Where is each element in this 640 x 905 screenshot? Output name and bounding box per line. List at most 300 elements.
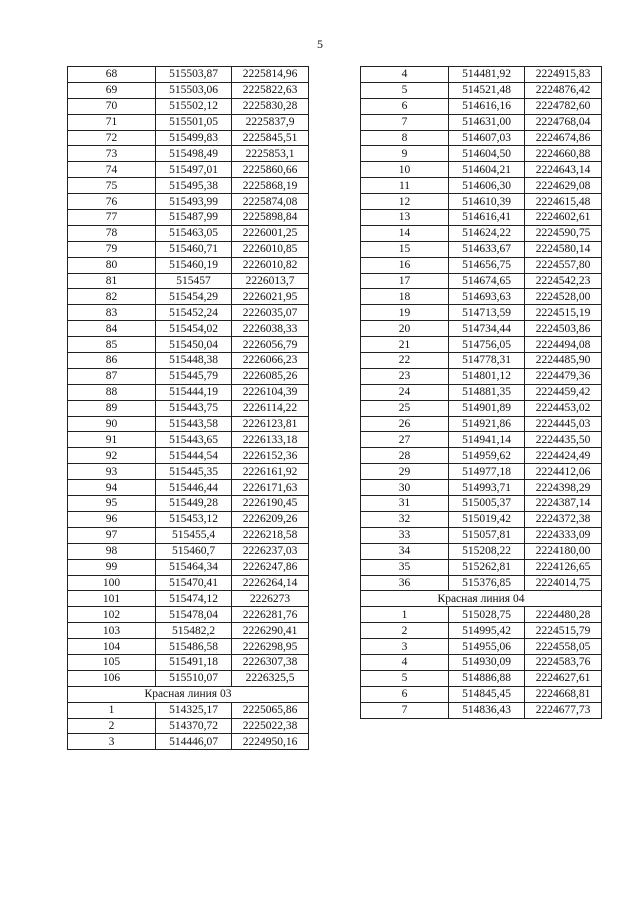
point-number-cell: 25 bbox=[361, 400, 449, 416]
x-coordinate-cell: 514521,48 bbox=[449, 82, 525, 98]
point-number-cell: 31 bbox=[361, 496, 449, 512]
table-row bbox=[68, 162, 309, 178]
table-row bbox=[361, 654, 602, 670]
y-coordinate-cell: 2225874,08 bbox=[232, 194, 309, 210]
y-coordinate-cell: 2224615,48 bbox=[525, 194, 602, 210]
x-coordinate-cell: 514370,72 bbox=[156, 718, 232, 734]
x-coordinate-cell: 515501,05 bbox=[156, 114, 232, 130]
table-row bbox=[361, 559, 602, 575]
table-row bbox=[361, 623, 602, 639]
x-coordinate-cell: 514845,45 bbox=[449, 686, 525, 702]
y-coordinate-cell: 2226066,23 bbox=[232, 353, 309, 369]
y-coordinate-cell: 2226056,79 bbox=[232, 337, 309, 353]
table-row bbox=[68, 321, 309, 337]
point-number-cell: 103 bbox=[68, 623, 156, 639]
table-row bbox=[361, 289, 602, 305]
table-row bbox=[361, 257, 602, 273]
x-coordinate-cell: 514610,39 bbox=[449, 194, 525, 210]
point-number-cell: 71 bbox=[68, 114, 156, 130]
table-row bbox=[361, 686, 602, 702]
table-row bbox=[68, 702, 309, 718]
y-coordinate-cell: 2225822,63 bbox=[232, 82, 309, 98]
x-coordinate-cell: 515208,22 bbox=[449, 543, 525, 559]
point-number-cell: 4 bbox=[361, 654, 449, 670]
y-coordinate-cell: 2224768,04 bbox=[525, 114, 602, 130]
x-coordinate-cell: 514604,50 bbox=[449, 146, 525, 162]
x-coordinate-cell: 514606,30 bbox=[449, 178, 525, 194]
x-coordinate-cell: 514886,88 bbox=[449, 670, 525, 686]
x-coordinate-cell: 515057,81 bbox=[449, 527, 525, 543]
point-number-cell: 72 bbox=[68, 130, 156, 146]
y-coordinate-cell: 2224180,00 bbox=[525, 543, 602, 559]
y-coordinate-cell: 2224557,80 bbox=[525, 257, 602, 273]
x-coordinate-cell: 514901,89 bbox=[449, 400, 525, 416]
table-row bbox=[361, 543, 602, 559]
point-number-cell: 95 bbox=[68, 496, 156, 512]
x-coordinate-cell: 515446,44 bbox=[156, 480, 232, 496]
table-row bbox=[68, 607, 309, 623]
x-coordinate-cell: 515497,01 bbox=[156, 162, 232, 178]
table-row bbox=[361, 511, 602, 527]
point-number-cell: 104 bbox=[68, 639, 156, 655]
page-number: 5 bbox=[317, 37, 323, 51]
y-coordinate-cell: 2226123,81 bbox=[232, 416, 309, 432]
point-number-cell: 10 bbox=[361, 162, 449, 178]
table-row bbox=[361, 368, 602, 384]
table-row bbox=[68, 67, 309, 83]
y-coordinate-cell: 2226281,76 bbox=[232, 607, 309, 623]
point-number-cell: 5 bbox=[361, 82, 449, 98]
y-coordinate-cell: 2225853,1 bbox=[232, 146, 309, 162]
point-number-cell: 28 bbox=[361, 448, 449, 464]
y-coordinate-cell: 2226104,39 bbox=[232, 384, 309, 400]
y-coordinate-cell: 2226035,07 bbox=[232, 305, 309, 321]
x-coordinate-cell: 515445,35 bbox=[156, 464, 232, 480]
y-coordinate-cell: 2225898,84 bbox=[232, 210, 309, 226]
y-coordinate-cell: 2224558,05 bbox=[525, 639, 602, 655]
table-row bbox=[68, 82, 309, 98]
y-coordinate-cell: 2224515,79 bbox=[525, 623, 602, 639]
x-coordinate-cell: 515478,04 bbox=[156, 607, 232, 623]
x-coordinate-cell: 515495,38 bbox=[156, 178, 232, 194]
y-coordinate-cell: 2226038,33 bbox=[232, 321, 309, 337]
point-number-cell: 3 bbox=[361, 639, 449, 655]
point-number-cell: 101 bbox=[68, 591, 156, 607]
x-coordinate-cell: 514756,05 bbox=[449, 337, 525, 353]
y-coordinate-cell: 2224915,83 bbox=[525, 67, 602, 83]
point-number-cell: 92 bbox=[68, 448, 156, 464]
x-coordinate-cell: 515486,58 bbox=[156, 639, 232, 655]
point-number-cell: 29 bbox=[361, 464, 449, 480]
x-coordinate-cell: 514624,22 bbox=[449, 225, 525, 241]
y-coordinate-cell: 2226264,14 bbox=[232, 575, 309, 591]
point-number-cell: 20 bbox=[361, 321, 449, 337]
x-coordinate-cell: 515445,79 bbox=[156, 368, 232, 384]
point-number-cell: 21 bbox=[361, 337, 449, 353]
x-coordinate-cell: 514607,03 bbox=[449, 130, 525, 146]
x-coordinate-cell: 514616,41 bbox=[449, 210, 525, 226]
y-coordinate-cell: 2224674,86 bbox=[525, 130, 602, 146]
x-coordinate-cell: 514674,65 bbox=[449, 273, 525, 289]
x-coordinate-cell: 514656,75 bbox=[449, 257, 525, 273]
y-coordinate-cell: 2225022,38 bbox=[232, 718, 309, 734]
y-coordinate-cell: 2226209,26 bbox=[232, 511, 309, 527]
point-number-cell: 68 bbox=[68, 67, 156, 83]
y-coordinate-cell: 2224590,75 bbox=[525, 225, 602, 241]
y-coordinate-cell: 2224494,08 bbox=[525, 337, 602, 353]
point-number-cell: 87 bbox=[68, 368, 156, 384]
point-number-cell: 8 bbox=[361, 130, 449, 146]
x-coordinate-cell: 514955,06 bbox=[449, 639, 525, 655]
x-coordinate-cell: 515453,12 bbox=[156, 511, 232, 527]
x-coordinate-cell: 514881,35 bbox=[449, 384, 525, 400]
y-coordinate-cell: 2226010,85 bbox=[232, 241, 309, 257]
point-number-cell: 73 bbox=[68, 146, 156, 162]
table-row bbox=[361, 82, 602, 98]
table-row bbox=[68, 464, 309, 480]
table-row bbox=[68, 623, 309, 639]
x-coordinate-cell: 514446,07 bbox=[156, 734, 232, 750]
table-row bbox=[68, 527, 309, 543]
y-coordinate-cell: 2224583,76 bbox=[525, 654, 602, 670]
y-coordinate-cell: 2224602,61 bbox=[525, 210, 602, 226]
point-number-cell: 83 bbox=[68, 305, 156, 321]
table-row bbox=[361, 702, 602, 718]
x-coordinate-cell: 515443,75 bbox=[156, 400, 232, 416]
x-coordinate-cell: 515450,04 bbox=[156, 337, 232, 353]
x-coordinate-cell: 514631,00 bbox=[449, 114, 525, 130]
y-coordinate-cell: 2225837,9 bbox=[232, 114, 309, 130]
point-number-cell: 69 bbox=[68, 82, 156, 98]
x-coordinate-cell: 514604,21 bbox=[449, 162, 525, 178]
y-coordinate-cell: 2224876,42 bbox=[525, 82, 602, 98]
table-row bbox=[68, 194, 309, 210]
table-row bbox=[68, 496, 309, 512]
x-coordinate-cell: 515498,49 bbox=[156, 146, 232, 162]
x-coordinate-cell: 515376,85 bbox=[449, 575, 525, 591]
point-number-cell: 90 bbox=[68, 416, 156, 432]
y-coordinate-cell: 2224643,14 bbox=[525, 162, 602, 178]
point-number-cell: 6 bbox=[361, 686, 449, 702]
table-row bbox=[361, 337, 602, 353]
table-row bbox=[361, 527, 602, 543]
x-coordinate-cell: 515444,54 bbox=[156, 448, 232, 464]
y-coordinate-cell: 2224479,36 bbox=[525, 368, 602, 384]
y-coordinate-cell: 2224668,81 bbox=[525, 686, 602, 702]
section-header-cell: Красная линия 04 bbox=[361, 591, 602, 607]
x-coordinate-cell: 514801,12 bbox=[449, 368, 525, 384]
x-coordinate-cell: 515502,12 bbox=[156, 98, 232, 114]
y-coordinate-cell: 2225830,28 bbox=[232, 98, 309, 114]
x-coordinate-cell: 515487,99 bbox=[156, 210, 232, 226]
table-row bbox=[68, 432, 309, 448]
point-number-cell: 5 bbox=[361, 670, 449, 686]
table-row bbox=[68, 575, 309, 591]
x-coordinate-cell: 515457 bbox=[156, 273, 232, 289]
y-coordinate-cell: 2224528,00 bbox=[525, 289, 602, 305]
x-coordinate-cell: 515503,87 bbox=[156, 67, 232, 83]
point-number-cell: 105 bbox=[68, 654, 156, 670]
point-number-cell: 82 bbox=[68, 289, 156, 305]
table-row bbox=[361, 575, 602, 591]
point-number-cell: 14 bbox=[361, 225, 449, 241]
point-number-cell: 91 bbox=[68, 432, 156, 448]
table-row bbox=[361, 384, 602, 400]
table-row bbox=[361, 400, 602, 416]
x-coordinate-cell: 515499,83 bbox=[156, 130, 232, 146]
y-coordinate-cell: 2226021,95 bbox=[232, 289, 309, 305]
coordinates-table-left bbox=[67, 66, 309, 750]
point-number-cell: 15 bbox=[361, 241, 449, 257]
x-coordinate-cell: 514921,86 bbox=[449, 416, 525, 432]
point-number-cell: 76 bbox=[68, 194, 156, 210]
table-row bbox=[68, 591, 309, 607]
table-row bbox=[361, 639, 602, 655]
point-number-cell: 1 bbox=[361, 607, 449, 623]
x-coordinate-cell: 515262,81 bbox=[449, 559, 525, 575]
table-row bbox=[68, 448, 309, 464]
point-number-cell: 106 bbox=[68, 670, 156, 686]
table-row bbox=[68, 543, 309, 559]
point-number-cell: 27 bbox=[361, 432, 449, 448]
x-coordinate-cell: 515470,41 bbox=[156, 575, 232, 591]
y-coordinate-cell: 2224333,09 bbox=[525, 527, 602, 543]
point-number-cell: 86 bbox=[68, 353, 156, 369]
x-coordinate-cell: 514713,59 bbox=[449, 305, 525, 321]
point-number-cell: 35 bbox=[361, 559, 449, 575]
table-row bbox=[361, 114, 602, 130]
y-coordinate-cell: 2224453,02 bbox=[525, 400, 602, 416]
point-number-cell: 78 bbox=[68, 225, 156, 241]
point-number-cell: 70 bbox=[68, 98, 156, 114]
table-row bbox=[361, 130, 602, 146]
table-row bbox=[68, 400, 309, 416]
point-number-cell: 84 bbox=[68, 321, 156, 337]
table-row bbox=[68, 289, 309, 305]
table-row bbox=[68, 210, 309, 226]
point-number-cell: 34 bbox=[361, 543, 449, 559]
y-coordinate-cell: 2224950,16 bbox=[232, 734, 309, 750]
table-row bbox=[361, 146, 602, 162]
point-number-cell: 94 bbox=[68, 480, 156, 496]
y-coordinate-cell: 2226273 bbox=[232, 591, 309, 607]
x-coordinate-cell: 514481,92 bbox=[449, 67, 525, 83]
x-coordinate-cell: 514616,16 bbox=[449, 98, 525, 114]
point-number-cell: 11 bbox=[361, 178, 449, 194]
table-row bbox=[68, 353, 309, 369]
x-coordinate-cell: 515460,7 bbox=[156, 543, 232, 559]
point-number-cell: 97 bbox=[68, 527, 156, 543]
y-coordinate-cell: 2226190,45 bbox=[232, 496, 309, 512]
table-row bbox=[361, 464, 602, 480]
y-coordinate-cell: 2225860,66 bbox=[232, 162, 309, 178]
point-number-cell: 81 bbox=[68, 273, 156, 289]
table-row bbox=[68, 305, 309, 321]
table-row bbox=[68, 559, 309, 575]
y-coordinate-cell: 2224480,28 bbox=[525, 607, 602, 623]
x-coordinate-cell: 515503,06 bbox=[156, 82, 232, 98]
table-row bbox=[361, 98, 602, 114]
table-row bbox=[361, 670, 602, 686]
y-coordinate-cell: 2225868,19 bbox=[232, 178, 309, 194]
point-number-cell: 12 bbox=[361, 194, 449, 210]
x-coordinate-cell: 515028,75 bbox=[449, 607, 525, 623]
point-number-cell: 32 bbox=[361, 511, 449, 527]
x-coordinate-cell: 515455,4 bbox=[156, 527, 232, 543]
table-row bbox=[68, 718, 309, 734]
y-coordinate-cell: 2226114,22 bbox=[232, 400, 309, 416]
point-number-cell: 13 bbox=[361, 210, 449, 226]
point-number-cell: 2 bbox=[68, 718, 156, 734]
point-number-cell: 9 bbox=[361, 146, 449, 162]
y-coordinate-cell: 2224372,38 bbox=[525, 511, 602, 527]
x-coordinate-cell: 514633,67 bbox=[449, 241, 525, 257]
point-number-cell: 74 bbox=[68, 162, 156, 178]
point-number-cell: 100 bbox=[68, 575, 156, 591]
x-coordinate-cell: 515474,12 bbox=[156, 591, 232, 607]
table-row bbox=[361, 194, 602, 210]
point-number-cell: 89 bbox=[68, 400, 156, 416]
table-row bbox=[361, 353, 602, 369]
x-coordinate-cell: 515491,18 bbox=[156, 654, 232, 670]
x-coordinate-cell: 514941,14 bbox=[449, 432, 525, 448]
point-number-cell: 19 bbox=[361, 305, 449, 321]
point-number-cell: 77 bbox=[68, 210, 156, 226]
table-row bbox=[68, 241, 309, 257]
point-number-cell: 26 bbox=[361, 416, 449, 432]
y-coordinate-cell: 2224459,42 bbox=[525, 384, 602, 400]
x-coordinate-cell: 515510,07 bbox=[156, 670, 232, 686]
table-row bbox=[361, 305, 602, 321]
y-coordinate-cell: 2224542,23 bbox=[525, 273, 602, 289]
table-row bbox=[361, 321, 602, 337]
table-row bbox=[68, 273, 309, 289]
point-number-cell: 3 bbox=[68, 734, 156, 750]
y-coordinate-cell: 2224445,03 bbox=[525, 416, 602, 432]
point-number-cell: 85 bbox=[68, 337, 156, 353]
x-coordinate-cell: 515460,71 bbox=[156, 241, 232, 257]
y-coordinate-cell: 2224398,29 bbox=[525, 480, 602, 496]
table-row bbox=[361, 273, 602, 289]
table-row bbox=[68, 225, 309, 241]
point-number-cell: 36 bbox=[361, 575, 449, 591]
y-coordinate-cell: 2224435,50 bbox=[525, 432, 602, 448]
x-coordinate-cell: 514734,44 bbox=[449, 321, 525, 337]
table-row bbox=[361, 178, 602, 194]
x-coordinate-cell: 515493,99 bbox=[156, 194, 232, 210]
y-coordinate-cell: 2226133,18 bbox=[232, 432, 309, 448]
section-header-row bbox=[68, 686, 309, 702]
table-row bbox=[361, 241, 602, 257]
x-coordinate-cell: 514836,43 bbox=[449, 702, 525, 718]
y-coordinate-cell: 2224424,49 bbox=[525, 448, 602, 464]
coordinates-table-right bbox=[360, 66, 602, 719]
point-number-cell: 18 bbox=[361, 289, 449, 305]
table-row bbox=[68, 670, 309, 686]
y-coordinate-cell: 2224412,06 bbox=[525, 464, 602, 480]
y-coordinate-cell: 2224515,19 bbox=[525, 305, 602, 321]
table-row bbox=[361, 225, 602, 241]
y-coordinate-cell: 2226307,38 bbox=[232, 654, 309, 670]
point-number-cell: 24 bbox=[361, 384, 449, 400]
table-row bbox=[68, 368, 309, 384]
table-row bbox=[68, 416, 309, 432]
x-coordinate-cell: 515005,37 bbox=[449, 496, 525, 512]
y-coordinate-cell: 2226171,63 bbox=[232, 480, 309, 496]
y-coordinate-cell: 2226290,41 bbox=[232, 623, 309, 639]
table-row bbox=[68, 384, 309, 400]
table-row bbox=[68, 98, 309, 114]
table-row bbox=[68, 734, 309, 750]
y-coordinate-cell: 2224677,73 bbox=[525, 702, 602, 718]
y-coordinate-cell: 2226013,7 bbox=[232, 273, 309, 289]
point-number-cell: 7 bbox=[361, 702, 449, 718]
point-number-cell: 6 bbox=[361, 98, 449, 114]
coordinates-table-right-body bbox=[361, 67, 602, 719]
y-coordinate-cell: 2224503,86 bbox=[525, 321, 602, 337]
x-coordinate-cell: 515460,19 bbox=[156, 257, 232, 273]
y-coordinate-cell: 2226010,82 bbox=[232, 257, 309, 273]
y-coordinate-cell: 2225814,96 bbox=[232, 67, 309, 83]
point-number-cell: 16 bbox=[361, 257, 449, 273]
table-row bbox=[68, 130, 309, 146]
point-number-cell: 98 bbox=[68, 543, 156, 559]
table-row bbox=[68, 511, 309, 527]
table-row bbox=[68, 178, 309, 194]
point-number-cell: 79 bbox=[68, 241, 156, 257]
table-row bbox=[361, 496, 602, 512]
x-coordinate-cell: 515443,58 bbox=[156, 416, 232, 432]
x-coordinate-cell: 514778,31 bbox=[449, 353, 525, 369]
point-number-cell: 23 bbox=[361, 368, 449, 384]
y-coordinate-cell: 2226247,86 bbox=[232, 559, 309, 575]
coordinates-table-left-body bbox=[68, 67, 309, 750]
y-coordinate-cell: 2226325,5 bbox=[232, 670, 309, 686]
x-coordinate-cell: 515019,42 bbox=[449, 511, 525, 527]
table-row bbox=[68, 639, 309, 655]
table-row bbox=[68, 114, 309, 130]
y-coordinate-cell: 2226161,92 bbox=[232, 464, 309, 480]
table-row bbox=[68, 146, 309, 162]
table-row bbox=[361, 162, 602, 178]
table-row bbox=[361, 448, 602, 464]
x-coordinate-cell: 515449,28 bbox=[156, 496, 232, 512]
x-coordinate-cell: 515482,2 bbox=[156, 623, 232, 639]
point-number-cell: 75 bbox=[68, 178, 156, 194]
point-number-cell: 99 bbox=[68, 559, 156, 575]
table-row bbox=[361, 210, 602, 226]
point-number-cell: 33 bbox=[361, 527, 449, 543]
point-number-cell: 30 bbox=[361, 480, 449, 496]
x-coordinate-cell: 514977,18 bbox=[449, 464, 525, 480]
x-coordinate-cell: 515464,34 bbox=[156, 559, 232, 575]
y-coordinate-cell: 2224782,60 bbox=[525, 98, 602, 114]
y-coordinate-cell: 2226218,58 bbox=[232, 527, 309, 543]
table-row bbox=[361, 432, 602, 448]
point-number-cell: 2 bbox=[361, 623, 449, 639]
table-row bbox=[68, 337, 309, 353]
y-coordinate-cell: 2224660,88 bbox=[525, 146, 602, 162]
y-coordinate-cell: 2224014,75 bbox=[525, 575, 602, 591]
section-header-cell: Красная линия 03 bbox=[68, 686, 309, 702]
x-coordinate-cell: 515454,29 bbox=[156, 289, 232, 305]
x-coordinate-cell: 514930,09 bbox=[449, 654, 525, 670]
y-coordinate-cell: 2224485,90 bbox=[525, 353, 602, 369]
table-row bbox=[68, 257, 309, 273]
x-coordinate-cell: 515448,38 bbox=[156, 353, 232, 369]
point-number-cell: 1 bbox=[68, 702, 156, 718]
table-row bbox=[361, 416, 602, 432]
